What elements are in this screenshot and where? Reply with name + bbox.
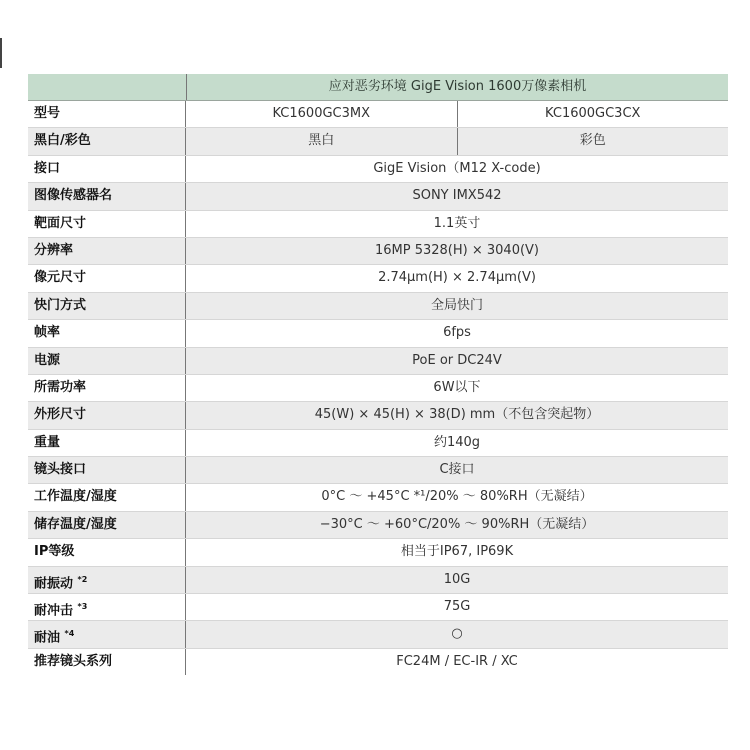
- row-value: 75G: [443, 599, 471, 615]
- row-label: 工作温度/湿度: [28, 484, 186, 510]
- mono-value: 黑白: [186, 128, 458, 154]
- row-lens-mount: [28, 457, 728, 484]
- row-value: 10G: [443, 571, 471, 587]
- row-power: [28, 348, 728, 375]
- row-label: 像元尺寸: [28, 265, 186, 291]
- row-sensor-size: [28, 211, 728, 238]
- row-value: SONY IMX542: [412, 188, 502, 204]
- model-mono-value: KC1600GC3MX: [186, 101, 458, 127]
- row-interface: [28, 156, 728, 183]
- row-label: 镜头接口: [28, 457, 186, 483]
- row-storage-temp: [28, 512, 728, 539]
- row-label: 推荐镜头系列: [28, 649, 186, 675]
- row-value: 6fps: [443, 325, 471, 341]
- row-value: PoE or DC24V: [412, 352, 502, 368]
- row-value: 45(W) × 45(H) × 38(D) mm（不包含突起物）: [314, 407, 600, 423]
- row-value: 2.74μm(H) × 2.74μm(V): [378, 270, 536, 286]
- row-frame-rate: [28, 320, 728, 347]
- row-value: −30°C ～ +60°C/20% ～ 90%RH（无凝结）: [319, 516, 595, 532]
- table-title: 应对恶劣环境 GigE Vision 1600万像素相机: [328, 79, 587, 94]
- row-label: 型号: [28, 101, 186, 127]
- table-header: [28, 74, 728, 101]
- row-shutter: [28, 293, 728, 320]
- row-value: 6W以下: [433, 379, 481, 395]
- row-value: 约140g: [433, 434, 481, 450]
- row-label: 耐振动: [34, 575, 74, 591]
- row-value: FC24M / EC-IR / XC: [396, 653, 518, 669]
- row-label: 快门方式: [28, 293, 186, 319]
- row-value: ○: [451, 626, 463, 642]
- row-sensor: [28, 183, 728, 210]
- model-color-value: KC1600GC3CX: [545, 106, 641, 121]
- row-label: 帧率: [28, 320, 186, 346]
- row-pixel-size: [28, 265, 728, 292]
- footnote-mark: *3: [77, 602, 88, 612]
- row-label: 分辨率: [28, 238, 186, 264]
- row-label: 储存温度/湿度: [28, 512, 186, 538]
- row-shock: [28, 594, 728, 621]
- row-value: C接口: [439, 462, 475, 478]
- row-label: 耐冲击: [34, 603, 74, 619]
- row-label: 重量: [28, 430, 186, 456]
- row-color-type: [28, 128, 728, 155]
- row-value: 1.1英寸: [433, 215, 481, 231]
- row-dimensions: [28, 402, 728, 429]
- row-label: 所需功率: [28, 375, 186, 401]
- footnote-mark: *4: [64, 629, 75, 639]
- row-label: 靶面尺寸: [28, 211, 186, 237]
- color-value: 彩色: [579, 133, 606, 149]
- row-label: 黑白/彩色: [28, 128, 186, 154]
- row-label: IP等级: [28, 539, 186, 565]
- row-vibration: [28, 567, 728, 594]
- footnote-mark: *2: [77, 574, 88, 584]
- row-power-consumption: [28, 375, 728, 402]
- edge-mark: [0, 38, 2, 68]
- row-label: 接口: [28, 156, 186, 182]
- row-oil-resistance: [28, 621, 728, 648]
- row-recommended-lens: [28, 649, 728, 675]
- row-label: 电源: [28, 348, 186, 374]
- row-ip-rating: [28, 539, 728, 566]
- row-label: 外形尺寸: [28, 402, 186, 428]
- row-value: GigE Vision（M12 X-code): [373, 160, 541, 176]
- row-weight: [28, 430, 728, 457]
- spec-table: [28, 74, 728, 675]
- row-value: 16MP 5328(H) × 3040(V): [374, 242, 539, 258]
- row-model: [28, 101, 728, 128]
- row-label: 耐油: [34, 630, 61, 646]
- row-value: 相当于IP67, IP69K: [400, 544, 514, 560]
- row-resolution: [28, 238, 728, 265]
- header-blank-cell: [28, 74, 187, 100]
- row-value: 0°C ～ +45°C *¹/20% ～ 80%RH（无凝结）: [321, 489, 593, 505]
- row-value: 全局快门: [430, 297, 483, 313]
- row-label: 图像传感器名: [28, 183, 186, 209]
- row-operating-temp: [28, 484, 728, 511]
